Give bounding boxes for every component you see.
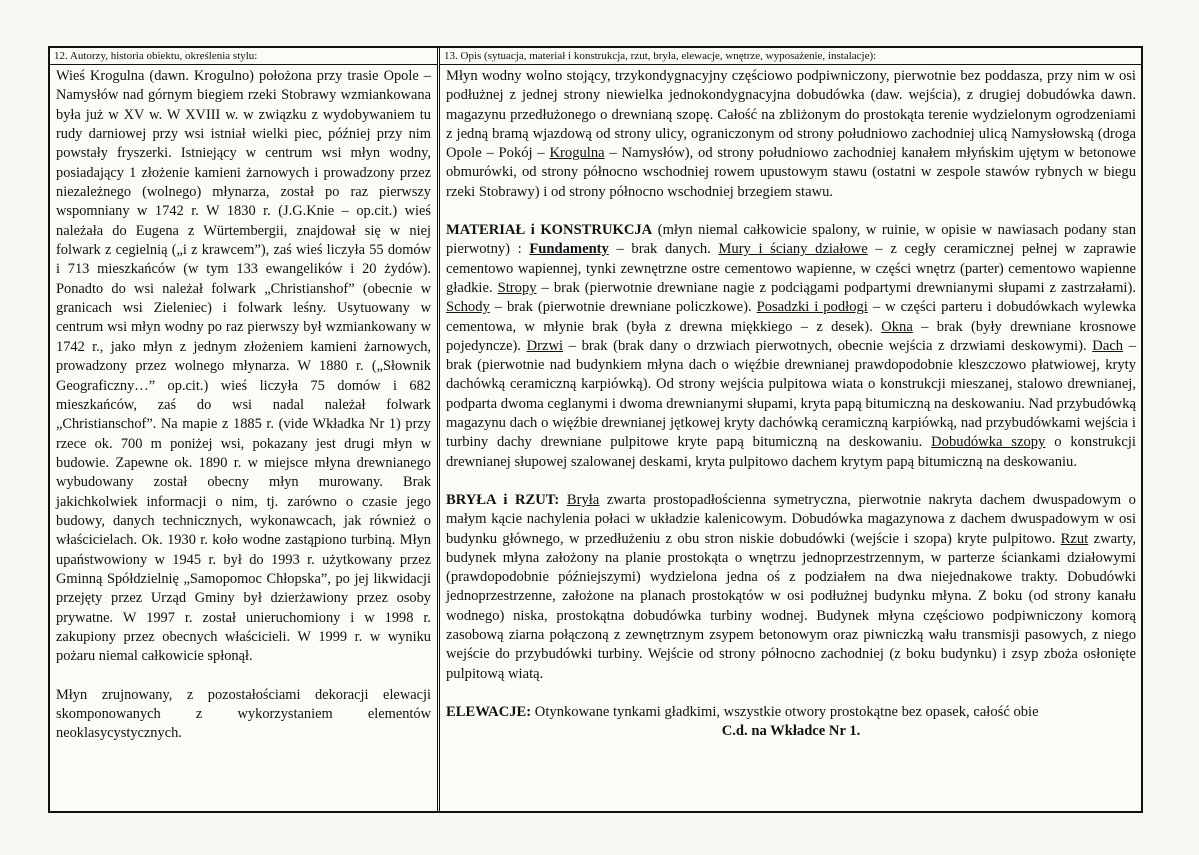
ceilings-text: – brak (pierwotnie drewniane nagie z podciągami podpartymi drewnianymi słupami z zastrzałami). [536,279,1136,296]
krogulna-link-text: Krogulna [549,145,605,162]
history-column [50,48,440,811]
shed-label: Dobudówka szopy [931,434,1046,451]
situation-text-2: – Namysłów), od strony południowo zachodniej kanałem młyńskim ujętym w betonowe obmurówki, od strony północno wschodniej rowem upustowym stawu (ostatni w zespole stawów rybnych w biegu rzeki Stobrawy) i od strony północno wschodniej brzegiem stawu. [446,145,1136,200]
stairs-label: Schody [446,299,490,316]
bryla-text: zwarta prostopadłościenna symetryczna, pierwotnie nakryta dachem dwuspadowym o małym kącie nachylenia połaci w układzie kalenicowym. Dobudówka magazynowa z dachem dwuspadowym w osi budynku głównego, w przedłużeniu z obu stron niskie dobudówki (wejście i szopa) kryte pulpitowo. [446,491,1136,547]
description-column [440,48,1141,811]
situation-text-1: Młyn wodny wolno stojący, trzykondygnacyjny częściowo podpiwniczony, pierwotnie bez poddasza, przy nim w osi podłużnej z jednej strony niewielka jednokondygnacyjna dobudówka (daw. wejścia), z drugiej dobudówka dawn. magazynu przedłużonego o drewnianą szopę. Całość na zbliżonym do prostokąta terenie wydzielonym ogrodzeniami z jedną bramą wjazdową od strony ulicy, ograniczonym od strony południowo zachodniej ulicą Namysłowską (droga Opole – Pokój – [446,68,1136,162]
stairs-text: – brak (pierwotnie drewniane policzkowe). [489,299,757,316]
rzut-label: Rzut [1060,530,1089,547]
floors-text: – w części parteru i dobudówkach wylewka cementowa, w młynie brak (była z drewna miękkiego – z desek). [446,299,1136,335]
windows-text: – brak (były drewniane krosnowe pojedyncze). [446,318,1137,354]
elevations-heading: ELEWACJE: [446,703,532,720]
walls-text: – z cegły ceramicznej pełnej w zaprawie cementowo wapiennej, tynki zewnętrzne ostre cementowo wapienne, w części wnętrz (parter) cementowo wapienne gładkie. [446,241,1136,296]
style-paragraph: Młyn zrujnowany, z pozostałościami dekoracji elewacji skomponowanych z wykorzystaniem elementów neoklasycystycznych. [56,686,431,742]
history-section-header: 12. Autorzy, historia obiektu, określenia stylu: [50,48,437,65]
shed-text: o konstrukcji drewnianej słupowej szalowanej deskami, kryta pulpitowo dachem krytym papą bitumiczną na deskowaniu. [446,434,1136,470]
form-heading: BRYŁA i RZUT: [446,491,560,508]
walls-label: Mury i ściany działowe [718,241,868,258]
material-heading: MATERIAŁ i KONSTRUKCJA [446,222,653,239]
history-body [50,65,437,744]
material-paragraph [446,221,1136,472]
foundations-text: – brak danych. [608,241,719,258]
roof-label: Dach [1092,337,1124,354]
form-paragraph [446,491,1136,684]
foundations-label: Fundamenty [529,241,609,258]
description-body [440,65,1141,742]
bryla-label: Bryła [566,491,600,508]
ceilings-label: Stropy [497,279,537,296]
windows-label: Okna [881,318,913,335]
situation-paragraph [446,67,1136,202]
record-card-sheet [48,46,1143,813]
roof-text: – brak (pierwotnie nad budynkiem młyna dach o więźbie drewnianej prawdopodobnie kleszczowo płatwiowej, kryty dachówką ceramiczną karpiówką). Od strony wejścia pulpitowa wiata o konstrukcji mieszanej, stalowo drewnianej, podparta dwoma ceglanymi i dwoma drewnianymi słupami, kryta papą bitumiczną na deskowaniu. Nad przybudówką magazynu dach o więźbie drewnianej jętkowej kryty dachówką ceramiczną karpiówką, nad przybudówkami wejścia i turbiny dachy drewniane pulpitowe kryte papą bitumiczną na deskowaniu. [446,337,1137,451]
doors-text: – brak (brak dany o drzwiach pierwotnych, obecnie wejścia z drzwiami deskowymi). [563,337,1093,354]
rzut-text: zwarty, budynek młyna założony na planie prostokąta o wnętrzu jednoprzestrzennym, w parterze ściankami działowymi (prawdopodobnie późniejszymi) wydzielona jedna oś z podziałem na dwa niejednakowe trakty. Dobudówki jednoprzestrzenne, założone na planach prostokątów w osi podłużnej budynku młyna. Z boku (od strony kanału wodnego) niska, prostokątna dobudówka turbiny wodnej. Budynek młyna częściowo podpiwniczony komorą zasobową ziarna połączoną z zewnętrznym zsypem betonowym oraz piwniczką wału transmisji pasowych, z niego wejście do przybudówki turbiny. Wejście od strony północno zachodniej (z boku budynku) i zsyp zboża osłonięte pulpitową wiatą. [446,530,1136,682]
floors-label: Posadzki i podłogi [756,299,868,316]
elevations-paragraph [446,703,1136,722]
doors-label: Drzwi [526,337,564,354]
history-paragraph: Wieś Krogulna (dawn. Krogulno) położona przy trasie Opole – Namysłów nad górnym biegiem rzeki Stobrawy wzmiankowana była już w XV w. W XVIII w. w związku z wydobywaniem tu rudy darniowej przy wsi istniał wielki piec, później przy nim powstały fryszerki. Istniejący w centrum wsi młyn wodny, posiadający 1 złożenie kamieni żarnowych i prowadzony przez niezależnego (wolnego) młynarza, został po raz pierwszy wspomniany w 1742 r. W 1830 r. (J.G.Knie – op.cit.) wieś należała do Eugena z Würtembergii, znajdował się w niej folwark z cegielnią („i z krawcem”), zaś wieś liczyła 55 domów i 713 mieszkańców (w tym 133 ewangelików i 20 żydów). Ponadto do wsi należał folwark „Christianshof” (obecnie w granicach wsi Zieleniec) i folwark leśny. Usytuowany w centrum wsi młyn wodny po raz pierwszy był wzmiankowany w 1742 r., jako młyn z jednym złożeniem kamieni żarnowych, prowadzony przez wolnego młynarza. W 1880 r. („Słownik Geograficzny…” op.cit.) wieś liczyła 75 domów i 682 mieszkańców, zaś do wsi nadal należał folwark „Christianschof”. Na mapie z 1885 r. (vide Wkładka Nr 1) przy rzece ok. 700 m poniżej wsi, pokazany jest drugi młyn w budowie. Zapewne ok. 1890 r. w miejsce młyna drewnianego wybudowany został obecny młyn murowany. Brak jakichkolwiek informacji o nim, tj. zarówno o czasie jego budowy, danych technicznych, wykonawcach, jak również o właścicielach. Ok. 1930 r. koło wodne zastąpiono turbiną. Młyn upaństwowiony w 1945 r. był do 1993 r. użytkowany przez Gminną Spółdzielnię „Samopomoc Chłopska”, po jej likwidacji przejęty przez Urząd Gminy był dzierżawiony przez osoby prywatne. W 1997 r. został unieruchomiony i w 1998 r. zakupiony przez obecnych właścicieli. W 1999 r. w wyniku pożaru niemal całkowicie spłonął. [56,68,431,665]
elevations-text: Otynkowane tynkami gładkimi, wszystkie otwory prostokątne bez opasek, całość obie [531,703,1039,720]
material-intro: (młyn niemal całkowicie spalony, w ruinie, w opisie w nawiasach podany stan pierwotny) : [446,222,1136,258]
description-section-header: 13. Opis (sytuacja, materiał i konstrukcja, rzut, bryła, elewacje, wnętrze, wyposażenie, instalacje): [440,48,1141,65]
continued-note: C.d. na Wkładce Nr 1. [721,723,861,740]
